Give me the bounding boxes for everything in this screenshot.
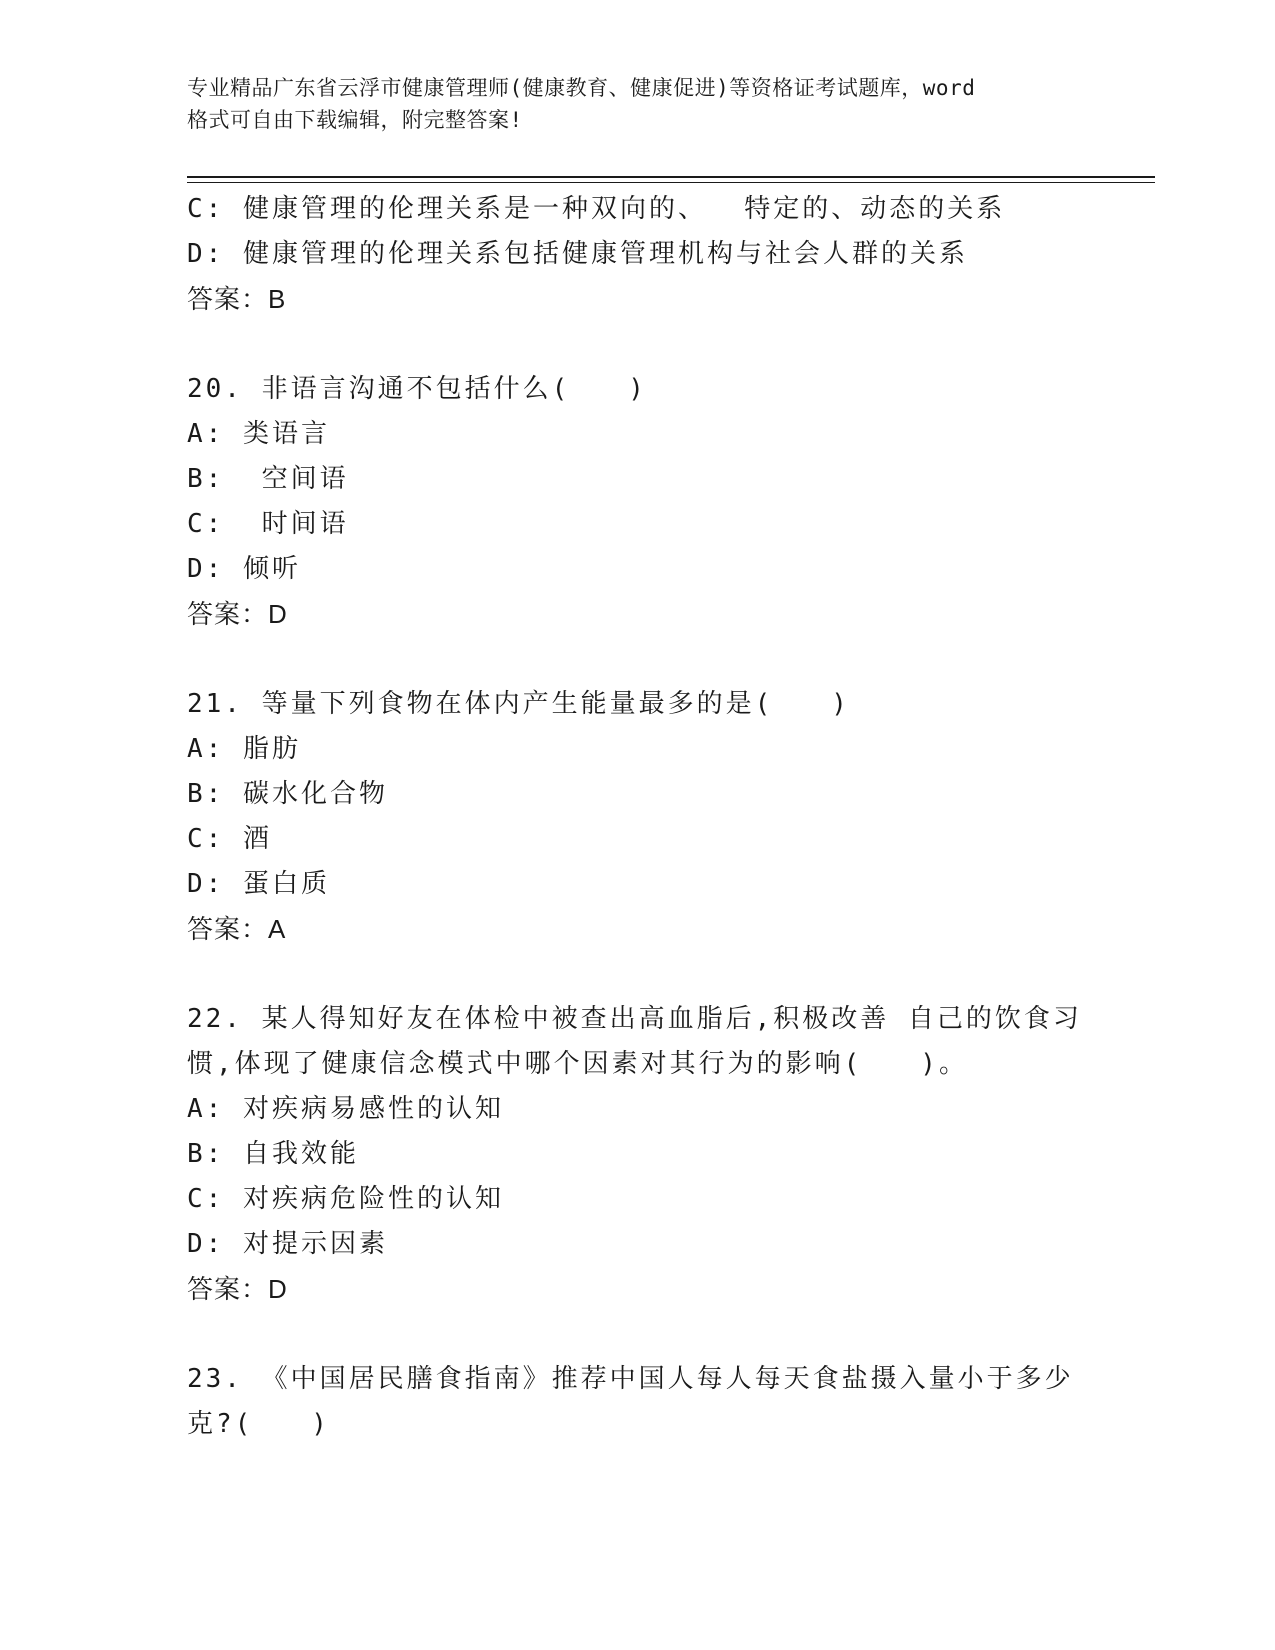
option-c: C: 对疾病危险性的认知 bbox=[187, 1184, 504, 1214]
question-21 bbox=[187, 682, 1087, 952]
header-divider-thick bbox=[187, 176, 1155, 178]
option-a: A: 脂肪 bbox=[187, 734, 301, 764]
document-header bbox=[187, 72, 1087, 136]
option-d: D: 倾听 bbox=[187, 554, 301, 584]
question-list bbox=[187, 187, 1087, 1447]
option-b: B: 碳水化合物 bbox=[187, 779, 388, 809]
question-20 bbox=[187, 367, 1087, 637]
option-c: C: 健康管理的伦理关系是一种双向的、 特定的、动态的关系 bbox=[187, 194, 1006, 224]
question-text-line-1: 23. 《中国居民膳食指南》推荐中国人每人每天食盐摄入量小于多少 bbox=[187, 1364, 1074, 1394]
question-text-line-1: 22. 某人得知好友在体检中被查出高血脂后,积极改善 自己的饮食习 bbox=[187, 1004, 1082, 1034]
option-d: D: 蛋白质 bbox=[187, 869, 330, 899]
option-d: D: 对提示因素 bbox=[187, 1229, 388, 1259]
answer-line: 答案：B bbox=[187, 284, 287, 314]
header-line-2: 格式可自由下载编辑，附完整答案! bbox=[187, 108, 523, 132]
header-line-1: 专业精品广东省云浮市健康管理师(健康教育、健康促进)等资格证考试题库，word bbox=[187, 76, 976, 100]
question-23 bbox=[187, 1357, 1087, 1447]
option-c: C: 时间语 bbox=[187, 509, 349, 539]
option-c: C: 酒 bbox=[187, 824, 272, 854]
previous-question-tail bbox=[187, 187, 1087, 322]
option-a: A: 对疾病易感性的认知 bbox=[187, 1094, 504, 1124]
answer-line: 答案：A bbox=[187, 914, 287, 944]
answer-line: 答案：D bbox=[187, 599, 288, 629]
question-text-line-2: 惯,体现了健康信念模式中哪个因素对其行为的影响( )。 bbox=[187, 1049, 968, 1079]
answer-line: 答案：D bbox=[187, 1274, 288, 1304]
option-b: B: 自我效能 bbox=[187, 1139, 359, 1169]
header-divider-thin bbox=[187, 182, 1155, 183]
question-text: 21. 等量下列食物在体内产生能量最多的是( ) bbox=[187, 689, 850, 719]
option-a: A: 类语言 bbox=[187, 419, 330, 449]
option-d: D: 健康管理的伦理关系包括健康管理机构与社会人群的关系 bbox=[187, 239, 968, 269]
question-text: 20. 非语言沟通不包括什么( ) bbox=[187, 374, 647, 404]
option-b: B: 空间语 bbox=[187, 464, 349, 494]
question-text-line-2: 克?( ) bbox=[187, 1409, 330, 1439]
question-22 bbox=[187, 997, 1087, 1312]
